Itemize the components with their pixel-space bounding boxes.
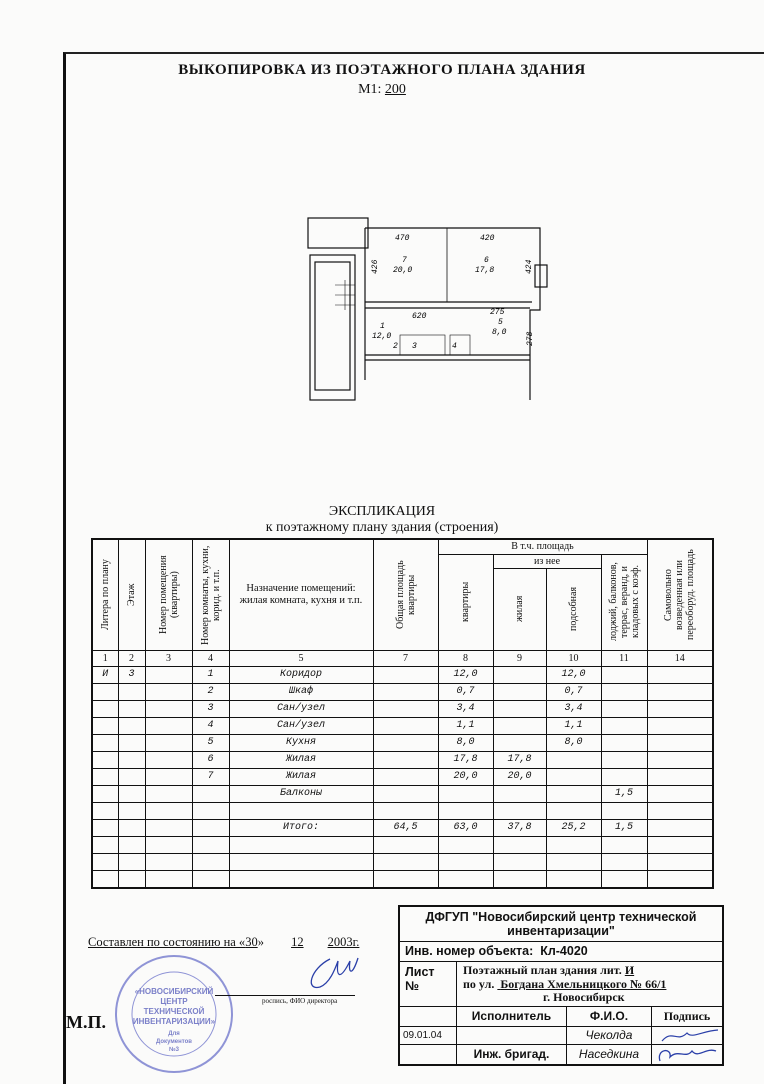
table-cell bbox=[145, 751, 192, 768]
table-cell bbox=[493, 836, 546, 853]
table-cell bbox=[493, 717, 546, 734]
table-cell bbox=[438, 853, 493, 870]
table-cell bbox=[601, 870, 647, 888]
dim-620: 620 bbox=[412, 312, 427, 321]
table-cell bbox=[118, 785, 145, 802]
room-1-area: 12,0 bbox=[372, 332, 392, 341]
table-cell: Жилая bbox=[229, 768, 373, 785]
table-cell bbox=[145, 768, 192, 785]
table-cell bbox=[647, 853, 713, 870]
table-row bbox=[92, 683, 713, 700]
table-row bbox=[92, 785, 713, 802]
composed-date bbox=[88, 935, 359, 950]
table-cell bbox=[118, 700, 145, 717]
table-cell bbox=[145, 683, 192, 700]
table-cell bbox=[373, 802, 438, 819]
dim-420: 420 bbox=[480, 234, 495, 243]
table-cell: Коридор bbox=[229, 666, 373, 683]
header-total-area: Общая площадь квартиры bbox=[373, 539, 438, 650]
table-cell: Итого: bbox=[229, 819, 373, 836]
table-cell bbox=[92, 785, 118, 802]
table-cell bbox=[145, 666, 192, 683]
signature-2 bbox=[652, 1045, 722, 1064]
table-cell bbox=[92, 717, 118, 734]
svg-text:ИНВЕНТАРИЗАЦИИ»: ИНВЕНТАРИЗАЦИИ» bbox=[132, 1017, 216, 1026]
room-4-num: 4 bbox=[452, 342, 457, 351]
table-cell: Жилая bbox=[229, 751, 373, 768]
table-cell bbox=[493, 785, 546, 802]
table-cell: 12,0 bbox=[546, 666, 601, 683]
column-number: 8 bbox=[438, 650, 493, 666]
table-cell bbox=[373, 717, 438, 734]
table-cell: 0,7 bbox=[438, 683, 493, 700]
table-cell: 1,1 bbox=[438, 717, 493, 734]
table-cell bbox=[118, 870, 145, 888]
table-cell bbox=[118, 734, 145, 751]
table-cell: 8,0 bbox=[546, 734, 601, 751]
table-cell: 17,8 bbox=[438, 751, 493, 768]
column-number: 14 bbox=[647, 650, 713, 666]
table-cell bbox=[647, 785, 713, 802]
table-cell: 8,0 bbox=[438, 734, 493, 751]
table-row bbox=[92, 836, 713, 853]
table-cell bbox=[92, 768, 118, 785]
table-cell: 2 bbox=[192, 683, 229, 700]
svg-text:ЦЕНТР: ЦЕНТР bbox=[160, 997, 188, 1006]
table-cell bbox=[546, 802, 601, 819]
table-cell bbox=[229, 870, 373, 888]
table-cell bbox=[647, 734, 713, 751]
table-cell bbox=[92, 802, 118, 819]
table-cell bbox=[145, 819, 192, 836]
table-cell bbox=[373, 666, 438, 683]
executor-header: Исполнитель bbox=[457, 1007, 567, 1027]
table-cell: 1,5 bbox=[601, 785, 647, 802]
table-cell bbox=[493, 802, 546, 819]
table-cell bbox=[145, 836, 192, 853]
director-signature bbox=[300, 955, 360, 995]
room-1-num: 1 bbox=[380, 322, 385, 331]
table-cell bbox=[601, 734, 647, 751]
table-cell bbox=[438, 836, 493, 853]
table-cell bbox=[118, 853, 145, 870]
column-number: 3 bbox=[145, 650, 192, 666]
table-cell: 63,0 bbox=[438, 819, 493, 836]
table-cell bbox=[373, 768, 438, 785]
table-cell bbox=[546, 768, 601, 785]
date: 09.01.04 bbox=[400, 1027, 457, 1045]
table-cell bbox=[601, 666, 647, 683]
table-cell bbox=[493, 666, 546, 683]
signature-header: Подпись bbox=[652, 1007, 722, 1027]
floor-plan bbox=[290, 210, 560, 410]
table-cell bbox=[373, 683, 438, 700]
table-cell bbox=[546, 751, 601, 768]
table-cell bbox=[229, 802, 373, 819]
table-cell bbox=[493, 870, 546, 888]
table-cell bbox=[601, 836, 647, 853]
table-cell bbox=[192, 819, 229, 836]
composed-month: 12 bbox=[291, 935, 304, 949]
table-cell bbox=[647, 836, 713, 853]
room-6-area: 17,8 bbox=[475, 266, 495, 275]
table-cell: 4 bbox=[192, 717, 229, 734]
svg-text:№3: №3 bbox=[168, 1047, 180, 1053]
table-cell: 3 bbox=[118, 666, 145, 683]
table-cell bbox=[92, 853, 118, 870]
column-number: 7 bbox=[373, 650, 438, 666]
header-apartment-area: квартиры bbox=[438, 554, 493, 650]
signature-line bbox=[215, 995, 355, 996]
header-living: жилая bbox=[493, 568, 546, 650]
table-cell bbox=[373, 700, 438, 717]
table-cell bbox=[647, 802, 713, 819]
svg-text:ТЕХНИЧЕСКОЙ: ТЕХНИЧЕСКОЙ bbox=[143, 1007, 205, 1016]
table-cell bbox=[145, 870, 192, 888]
table-cell bbox=[493, 700, 546, 717]
sheet-label: Лист № bbox=[400, 962, 457, 1007]
signature-1 bbox=[652, 1027, 722, 1045]
table-cell: Кухня bbox=[229, 734, 373, 751]
table-cell: 1,5 bbox=[601, 819, 647, 836]
table-cell bbox=[601, 700, 647, 717]
table-cell: Сан/узел bbox=[229, 717, 373, 734]
table-cell bbox=[145, 802, 192, 819]
table-cell: 5 bbox=[192, 734, 229, 751]
table-cell bbox=[192, 785, 229, 802]
header-group-area: В т.ч. площадь bbox=[438, 539, 647, 554]
table-cell bbox=[92, 700, 118, 717]
table-cell bbox=[118, 836, 145, 853]
table-cell: 20,0 bbox=[493, 768, 546, 785]
title-block bbox=[398, 905, 724, 1066]
header-of-which: из нее bbox=[493, 554, 601, 568]
room-7-area: 20,0 bbox=[393, 266, 413, 275]
table-cell: 64,5 bbox=[373, 819, 438, 836]
table-row bbox=[92, 870, 713, 888]
table-cell bbox=[145, 700, 192, 717]
svg-text:«НОВОСИБИРСКИЙ: «НОВОСИБИРСКИЙ bbox=[134, 987, 214, 996]
table-cell bbox=[601, 751, 647, 768]
dim-424: 424 bbox=[525, 259, 534, 274]
explication-title: ЭКСПЛИКАЦИЯ bbox=[328, 504, 436, 519]
table-cell: 1,1 bbox=[546, 717, 601, 734]
room-3-num: 3 bbox=[412, 342, 417, 351]
table-cell: 3,4 bbox=[438, 700, 493, 717]
table-cell: 25,2 bbox=[546, 819, 601, 836]
table-cell: Шкаф bbox=[229, 683, 373, 700]
brigade-label: Инж. бригад. bbox=[457, 1045, 567, 1064]
table-cell bbox=[647, 683, 713, 700]
table-cell bbox=[546, 836, 601, 853]
table-cell: 37,8 bbox=[493, 819, 546, 836]
table-cell bbox=[192, 836, 229, 853]
table-cell bbox=[438, 802, 493, 819]
scale-label: М1: bbox=[358, 82, 382, 97]
dim-278: 278 bbox=[526, 331, 535, 346]
person-1: Чеколда bbox=[567, 1027, 652, 1045]
table-cell bbox=[601, 717, 647, 734]
table-cell bbox=[145, 853, 192, 870]
table-cell bbox=[118, 683, 145, 700]
table-cell bbox=[192, 870, 229, 888]
table-cell bbox=[493, 853, 546, 870]
table-cell bbox=[145, 717, 192, 734]
seal bbox=[104, 952, 244, 1077]
table-cell bbox=[373, 836, 438, 853]
column-number: 1 bbox=[92, 650, 118, 666]
table-cell bbox=[546, 853, 601, 870]
header-apartment-no: Номер помещения (квартиры) bbox=[145, 539, 192, 650]
column-number: 2 bbox=[118, 650, 145, 666]
composed-label: Составлен по состоянию на « bbox=[88, 935, 246, 949]
room-2-num: 2 bbox=[393, 342, 398, 351]
table-cell bbox=[438, 785, 493, 802]
table-cell bbox=[601, 683, 647, 700]
person-2: Наседкина bbox=[567, 1045, 652, 1064]
table-cell: 3 bbox=[192, 700, 229, 717]
table-row bbox=[92, 751, 713, 768]
scale bbox=[0, 82, 764, 98]
room-5-num: 5 bbox=[498, 318, 503, 327]
table-cell bbox=[647, 700, 713, 717]
table-cell bbox=[373, 853, 438, 870]
dim-470: 470 bbox=[395, 234, 410, 243]
table-cell bbox=[601, 802, 647, 819]
table-cell bbox=[438, 870, 493, 888]
table-cell bbox=[373, 734, 438, 751]
column-number: 11 bbox=[601, 650, 647, 666]
table-cell bbox=[92, 683, 118, 700]
table-cell: 1 bbox=[192, 666, 229, 683]
table-cell bbox=[546, 785, 601, 802]
inventory-number: Инв. номер объекта: Кл-4020 bbox=[400, 942, 722, 962]
table-cell bbox=[647, 870, 713, 888]
table-cell: 12,0 bbox=[438, 666, 493, 683]
table-cell bbox=[118, 802, 145, 819]
room-7-num: 7 bbox=[402, 256, 407, 265]
table-cell bbox=[647, 666, 713, 683]
composed-day-close: » bbox=[257, 935, 264, 949]
table-cell bbox=[118, 717, 145, 734]
table-row bbox=[92, 734, 713, 751]
table-cell bbox=[647, 751, 713, 768]
table-cell: Балконы bbox=[229, 785, 373, 802]
dim-275: 275 bbox=[490, 308, 505, 317]
header-balconies: лоджий, балконов, террас, веранд, и кладовых с коэф. bbox=[601, 554, 647, 650]
header-purpose: Назначение помещений: жилая комната, кухня и т.п. bbox=[229, 539, 373, 650]
table-cell bbox=[647, 768, 713, 785]
table-cell bbox=[647, 717, 713, 734]
header-unauthorized: Самовольно возведенная или переоборуд. площадь bbox=[647, 539, 713, 650]
table-cell bbox=[118, 768, 145, 785]
table-row bbox=[92, 700, 713, 717]
table-cell bbox=[92, 751, 118, 768]
table-cell bbox=[373, 785, 438, 802]
table-row bbox=[92, 853, 713, 870]
plan-address: Поэтажный план здания лит. И по ул. Богдана Хмельницкого № 66/1 г. Новосибирск bbox=[457, 962, 722, 1007]
table-cell: 6 bbox=[192, 751, 229, 768]
table-cell bbox=[92, 819, 118, 836]
table-row bbox=[92, 768, 713, 785]
table-cell bbox=[192, 853, 229, 870]
dim-426: 426 bbox=[371, 259, 380, 274]
column-number: 4 bbox=[192, 650, 229, 666]
column-number: 9 bbox=[493, 650, 546, 666]
table-cell bbox=[229, 853, 373, 870]
header-auxiliary: подсобная bbox=[546, 568, 601, 650]
table-cell bbox=[601, 853, 647, 870]
table-cell bbox=[373, 751, 438, 768]
table-cell: 7 bbox=[192, 768, 229, 785]
column-number-row bbox=[92, 650, 713, 666]
table-cell bbox=[92, 870, 118, 888]
table-cell bbox=[647, 819, 713, 836]
table-cell bbox=[145, 734, 192, 751]
fio-header: Ф.И.О. bbox=[567, 1007, 652, 1027]
column-number: 10 bbox=[546, 650, 601, 666]
scale-value: 200 bbox=[384, 82, 406, 97]
table-cell bbox=[229, 836, 373, 853]
room-5-area: 8,0 bbox=[492, 328, 507, 337]
header-floor: Этаж bbox=[118, 539, 145, 650]
table-cell bbox=[118, 819, 145, 836]
composed-day: 30 bbox=[245, 935, 258, 949]
table-cell bbox=[192, 802, 229, 819]
explication-subtitle: к поэтажному плану здания (строения) bbox=[265, 520, 499, 535]
table-row bbox=[92, 717, 713, 734]
table-cell: 3,4 bbox=[546, 700, 601, 717]
table-cell: Сан/узел bbox=[229, 700, 373, 717]
column-number: 5 bbox=[229, 650, 373, 666]
table-row bbox=[92, 802, 713, 819]
room-6-num: 6 bbox=[484, 256, 489, 265]
table-cell: 0,7 bbox=[546, 683, 601, 700]
table-cell: 20,0 bbox=[438, 768, 493, 785]
composed-year: 2003г. bbox=[327, 935, 360, 949]
table-cell bbox=[493, 734, 546, 751]
seal-place-label: М.П. bbox=[66, 1012, 106, 1032]
org-name: ДФГУП "Новосибирский центр технической инвентаризации" bbox=[400, 907, 722, 942]
table-row bbox=[92, 819, 713, 836]
header-room-no: Номер комнаты, кухни, корид. и т.п. bbox=[192, 539, 229, 650]
table-cell bbox=[373, 870, 438, 888]
explication-table bbox=[91, 538, 714, 889]
table-cell bbox=[145, 785, 192, 802]
table-cell: 17,8 bbox=[493, 751, 546, 768]
signature-caption: роспись, ФИО директора bbox=[262, 997, 338, 1005]
table-cell bbox=[118, 751, 145, 768]
table-cell bbox=[546, 870, 601, 888]
table-cell bbox=[92, 836, 118, 853]
table-cell: И bbox=[92, 666, 118, 683]
header-letter: Литера по плану bbox=[92, 539, 118, 650]
table-cell bbox=[92, 734, 118, 751]
table-row bbox=[92, 666, 713, 683]
document-title: ВЫКОПИРОВКА ИЗ ПОЭТАЖНОГО ПЛАНА ЗДАНИЯ bbox=[178, 62, 586, 78]
table-cell bbox=[601, 768, 647, 785]
svg-text:Для: Для bbox=[168, 1031, 180, 1037]
table-cell bbox=[493, 683, 546, 700]
svg-text:Документов: Документов bbox=[156, 1039, 192, 1045]
